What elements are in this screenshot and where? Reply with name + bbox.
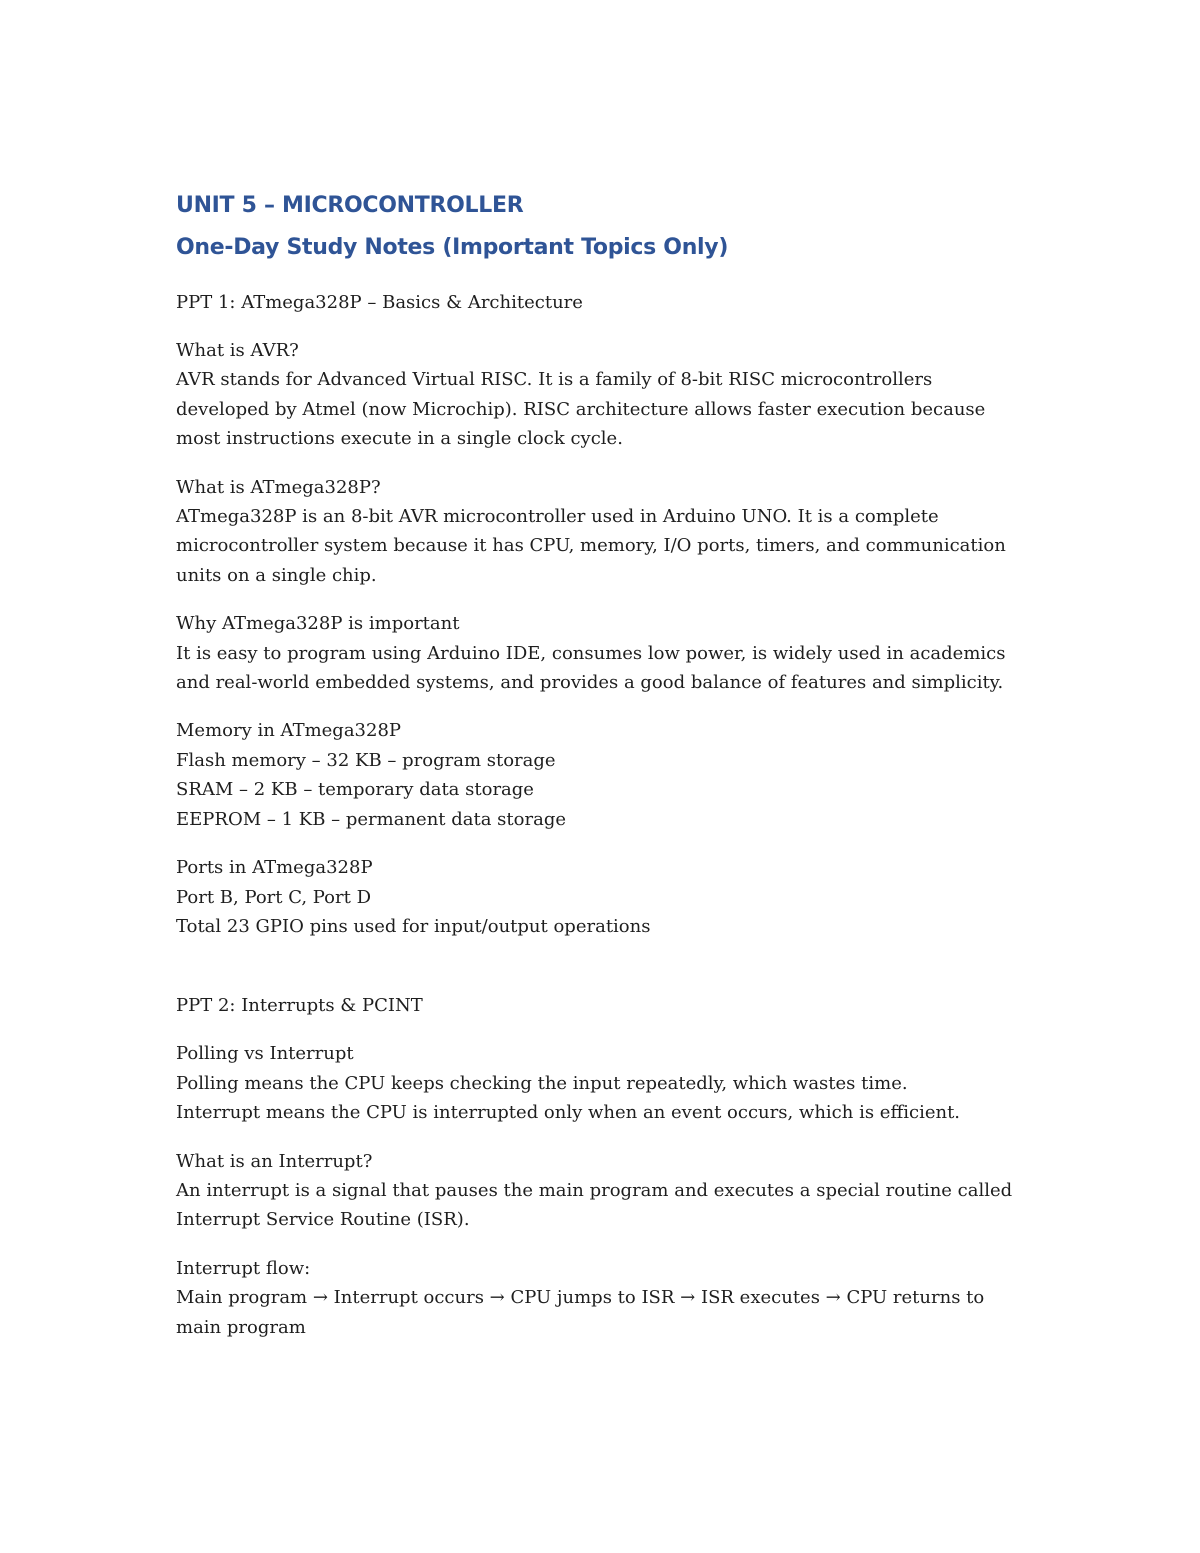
polling-line-2: Interrupt means the CPU is interrupted only when an event occurs, which is efficient. bbox=[176, 1102, 961, 1124]
avr-line-1: AVR stands for Advanced Virtual RISC. It is a family of 8-bit RISC microcontrollers bbox=[176, 369, 933, 391]
atmega-section bbox=[176, 473, 1036, 591]
ppt2-heading: PPT 2: Interrupts & PCINT bbox=[176, 995, 423, 1017]
flow-line-2: main program bbox=[176, 1316, 306, 1338]
interrupt-section bbox=[176, 1147, 1036, 1235]
why-line-2: and real-world embedded systems, and provides a good balance of features and simplicity. bbox=[176, 672, 1004, 694]
avr-line-3: most instructions execute in a single clock cycle. bbox=[176, 428, 623, 450]
polling-line-1: Polling means the CPU keeps checking the input repeatedly, which wastes time. bbox=[176, 1072, 908, 1094]
memory-line-3: EEPROM – 1 KB – permanent data storage bbox=[176, 808, 566, 830]
why-line-1: It is easy to program using Arduino IDE, consumes low power, is widely used in academics bbox=[176, 642, 1006, 664]
flow-question: Interrupt flow: bbox=[176, 1257, 311, 1279]
why-section bbox=[176, 609, 1036, 697]
atmega-question: What is ATmega328P? bbox=[176, 476, 381, 498]
memory-line-1: Flash memory – 32 KB – program storage bbox=[176, 749, 556, 771]
atmega-line-3: units on a single chip. bbox=[176, 564, 377, 586]
memory-section bbox=[176, 716, 1036, 834]
why-question: Why ATmega328P is important bbox=[176, 613, 460, 635]
document-title: UNIT 5 – MICROCONTROLLER bbox=[176, 193, 524, 218]
ports-section bbox=[176, 853, 1036, 941]
interrupt-line-1: An interrupt is a signal that pauses the main program and executes a special routine called bbox=[176, 1179, 1013, 1201]
ports-line-1: Port B, Port C, Port D bbox=[176, 886, 372, 908]
avr-section bbox=[176, 336, 1036, 454]
avr-line-2: developed by Atmel (now Microchip). RISC architecture allows faster execution because bbox=[176, 398, 986, 420]
ppt1-heading: PPT 1: ATmega328P – Basics & Architecture bbox=[176, 292, 583, 313]
polling-section bbox=[176, 1039, 1036, 1127]
interrupt-line-2: Interrupt Service Routine (ISR). bbox=[176, 1209, 470, 1231]
interrupt-question: What is an Interrupt? bbox=[176, 1150, 373, 1172]
document-subtitle: One-Day Study Notes (Important Topics Only) bbox=[176, 235, 729, 260]
memory-line-2: SRAM – 2 KB – temporary data storage bbox=[176, 779, 534, 801]
document-page bbox=[176, 188, 1036, 1342]
flow-section bbox=[176, 1254, 1036, 1342]
polling-question: Polling vs Interrupt bbox=[176, 1043, 354, 1065]
flow-line-1: Main program → Interrupt occurs → CPU jumps to ISR → ISR executes → CPU returns to bbox=[176, 1287, 985, 1309]
atmega-line-2: microcontroller system because it has CPU, memory, I/O ports, timers, and communication bbox=[176, 535, 1006, 557]
ports-line-2: Total 23 GPIO pins used for input/output operations bbox=[176, 915, 651, 937]
avr-question: What is AVR? bbox=[176, 340, 299, 361]
memory-question: Memory in ATmega328P bbox=[176, 720, 402, 742]
ports-question: Ports in ATmega328P bbox=[176, 857, 373, 879]
atmega-line-1: ATmega328P is an 8-bit AVR microcontroller used in Arduino UNO. It is a complete bbox=[176, 506, 939, 528]
